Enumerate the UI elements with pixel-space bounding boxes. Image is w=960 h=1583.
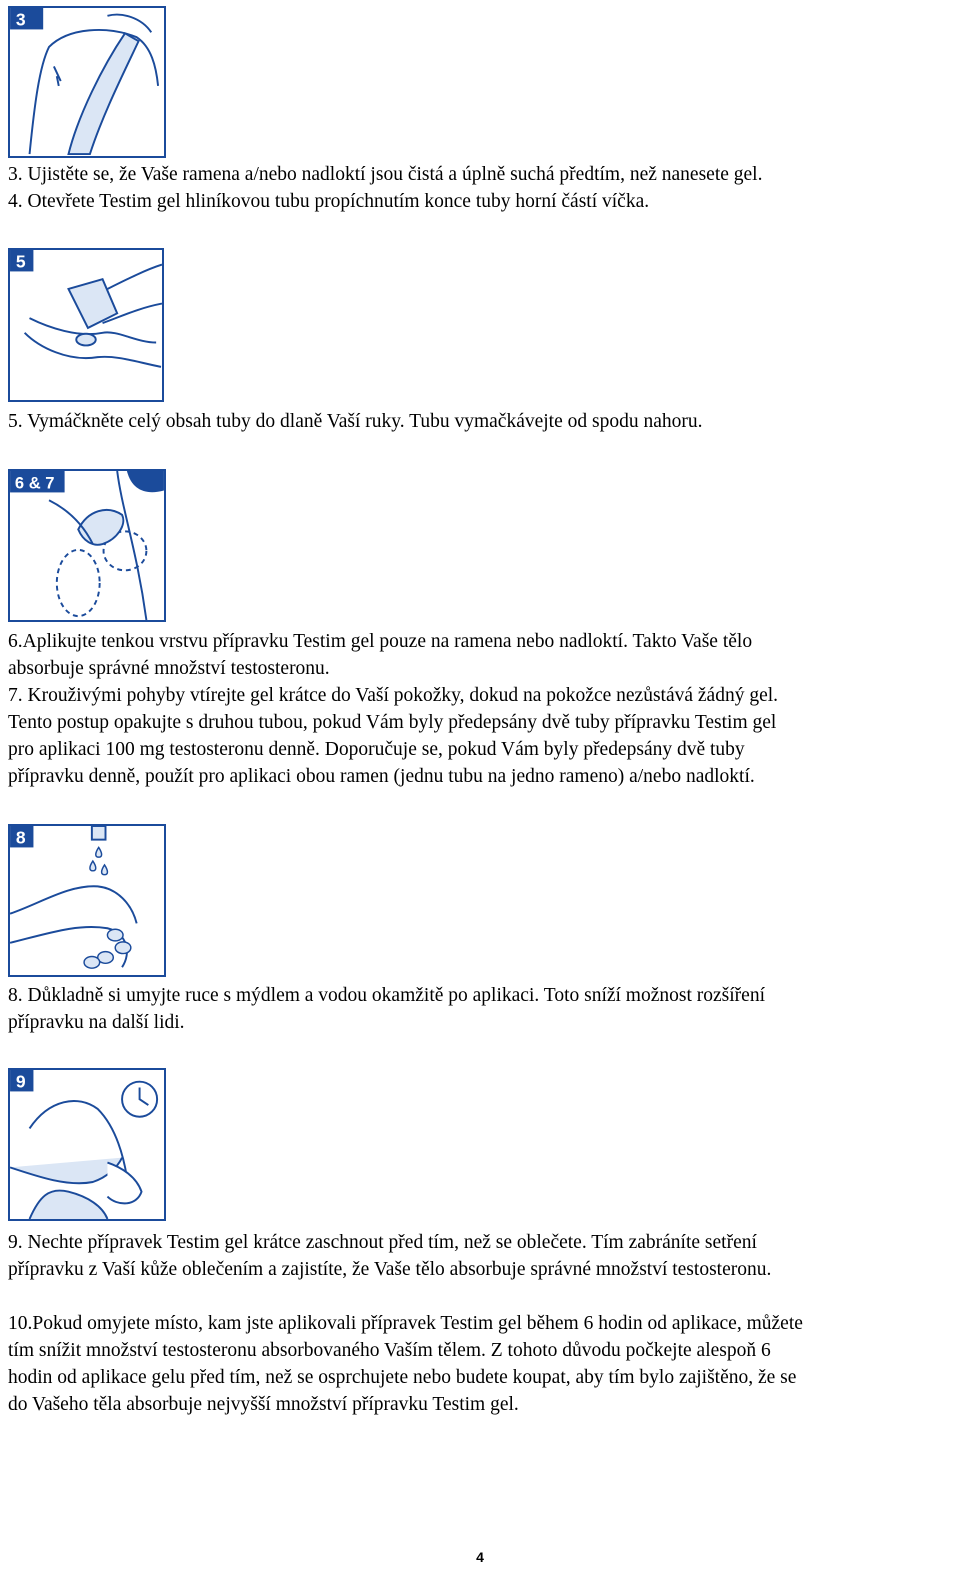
- figure-step-3-illustration: [8, 6, 166, 158]
- rubbing-gel-illustration: [10, 471, 164, 620]
- step-10-line-1: 10.Pokud omyjete místo, kam jste aplikovali přípravek Testim gel během 6 hodin od aplikace, můžete: [8, 1313, 803, 1334]
- step-8-line-2: přípravku na další lidi.: [8, 1012, 185, 1033]
- step-7-line-2: Tento postup opakujte s druhou tubou, pokud Vám byly předepsány dvě tuby přípravku Testim gel: [8, 712, 777, 733]
- figure-label: 8: [15, 827, 26, 848]
- figure-label: 5: [15, 251, 26, 272]
- step-10-text: [8, 1310, 953, 1418]
- step-9-text: [8, 1229, 953, 1283]
- figure-label: 6 & 7: [14, 473, 55, 493]
- step-7-line-4: přípravku denně, použít pro aplikaci obou ramen (jednu tubu na jedno rameno) a/nebo nadloktí.: [8, 766, 755, 787]
- shoulder-gel-illustration: [10, 8, 164, 156]
- step-8-text: [8, 982, 953, 1036]
- page-number: 4: [476, 1549, 484, 1565]
- step-7-line-3: pro aplikaci 100 mg testosteronu denně. Doporučuje se, pokud Vám byly předepsány dvě tuby: [8, 739, 745, 760]
- step-10-line-2: tím snížit množství testosteronu absorbovaného Vaším tělem. Z tohoto důvodu počkejte alespoň 6: [8, 1340, 771, 1361]
- step-3-text: [8, 161, 953, 215]
- figure-step-5-illustration: [8, 248, 164, 402]
- hand-washing-illustration: [10, 826, 164, 975]
- figure-step-9-illustration: [8, 1068, 166, 1221]
- step-7-line-1: 7. Krouživými pohyby vtírejte gel krátce do Vaší pokožky, dokud na pokožce nezůstává žádný gel.: [8, 685, 779, 706]
- tube-squeeze-illustration: [10, 250, 162, 400]
- dressing-illustration: [10, 1070, 164, 1219]
- step-8-line-1: 8. Důkladně si umyjte ruce s mýdlem a vodou okamžitě po aplikaci. Toto sníží možnost rozšíření: [8, 985, 765, 1006]
- step-4-line: 4. Otevřete Testim gel hliníkovou tubu propíchnutím konce tuby horní částí víčka.: [8, 191, 650, 212]
- step-6-line-1: 6.Aplikujte tenkou vrstvu přípravku Testim gel pouze na ramena nebo nadloktí. Takto Vaše tělo: [8, 631, 753, 652]
- figure-step-6-7-illustration: [8, 469, 166, 622]
- step-10-line-4: do Vašeho těla absorbuje nejvyšší množství přípravku Testim gel.: [8, 1394, 519, 1415]
- step-6-line-2: absorbuje správné množství testosteronu.: [8, 658, 330, 679]
- step-10-line-3: hodin od aplikace gelu před tím, než se osprchujete nebo budete koupat, aby tím bylo zajištěno, že se: [8, 1367, 797, 1388]
- figure-step-8-illustration: [8, 824, 166, 977]
- step-9-line-1: 9. Nechte přípravek Testim gel krátce zaschnout před tím, než se oblečete. Tím zabráníte setření: [8, 1232, 757, 1253]
- step-5-line: 5. Vymáčkněte celý obsah tuby do dlaně Vaší ruky. Tubu vymačkávejte od spodu nahoru.: [8, 411, 703, 432]
- step-5-text: [8, 408, 953, 435]
- figure-label: 9: [15, 1071, 26, 1092]
- step-9-line-2: přípravku z Vaší kůže oblečením a zajistíte, že Vaše tělo absorbuje správné množství testosteronu.: [8, 1259, 772, 1280]
- figure-label: 3: [15, 9, 26, 30]
- step-6-7-text: [8, 628, 953, 790]
- step-3-line: 3. Ujistěte se, že Vaše ramena a/nebo nadloktí jsou čistá a úplně suchá předtím, než nanesete gel.: [8, 164, 763, 185]
